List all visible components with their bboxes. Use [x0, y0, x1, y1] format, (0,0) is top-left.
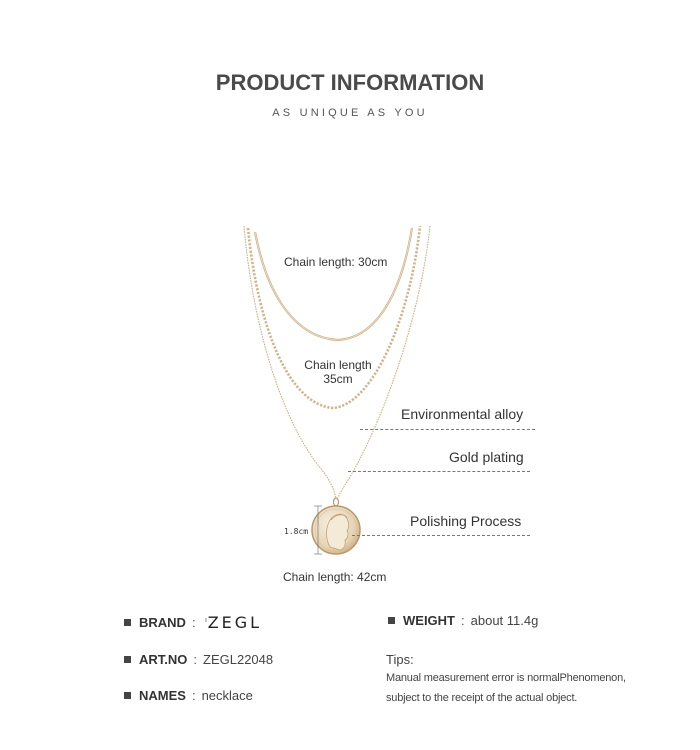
spec-value: necklace	[201, 688, 253, 703]
spec-separator: :	[461, 613, 465, 628]
feature-environmental-alloy: Environmental alloy	[401, 406, 524, 422]
chain-label-35cm	[298, 358, 378, 386]
tips-line: subject to the receipt of the actual object.	[386, 692, 578, 704]
feature-leader-line	[360, 429, 535, 430]
bullet-icon	[124, 619, 131, 626]
spec-separator: :	[193, 652, 198, 667]
feature-gold-plating: Gold plating	[449, 449, 524, 465]
chain-label-30cm: Chain length: 30cm	[284, 255, 388, 269]
bullet-icon	[388, 617, 395, 624]
feature-polishing-process: Polishing Process	[410, 513, 522, 529]
spec-art-no	[124, 652, 273, 667]
feature-leader-line	[348, 471, 530, 472]
feature-leader-line	[352, 535, 530, 536]
tips-title: Tips:	[386, 652, 414, 667]
spec-names	[124, 688, 253, 703]
chain-label-35cm-line1: Chain length	[304, 358, 372, 372]
spec-key: ART.NO	[139, 652, 188, 667]
brand-logo	[205, 613, 262, 632]
spec-value: about 11.4g	[470, 613, 539, 628]
brand-logo-prefix: I	[205, 618, 207, 624]
brand-logo-text: ZEGL	[207, 613, 263, 632]
page-title: PRODUCT INFORMATION	[215, 70, 485, 95]
bullet-icon	[124, 656, 131, 663]
pendant-size-label: 1.8cm	[284, 527, 309, 536]
spec-value: ZEGL22048	[203, 652, 274, 667]
spec-separator: :	[191, 688, 196, 703]
spec-key: BRAND	[139, 615, 186, 630]
spec-key: NAMES	[139, 688, 186, 703]
tips-line: Manual measurement error is normalPhenomenon,	[386, 672, 626, 684]
spec-brand	[124, 613, 262, 632]
chain-label-35cm-line2: 35cm	[323, 372, 353, 386]
chain-30cm	[255, 228, 412, 340]
page-subtitle: AS UNIQUE AS YOU	[272, 107, 428, 119]
spec-key: WEIGHT	[403, 613, 455, 628]
chain-label-42cm: Chain length: 42cm	[283, 570, 387, 584]
spec-weight	[388, 613, 538, 628]
spec-separator: :	[191, 615, 196, 630]
bullet-icon	[124, 692, 131, 699]
